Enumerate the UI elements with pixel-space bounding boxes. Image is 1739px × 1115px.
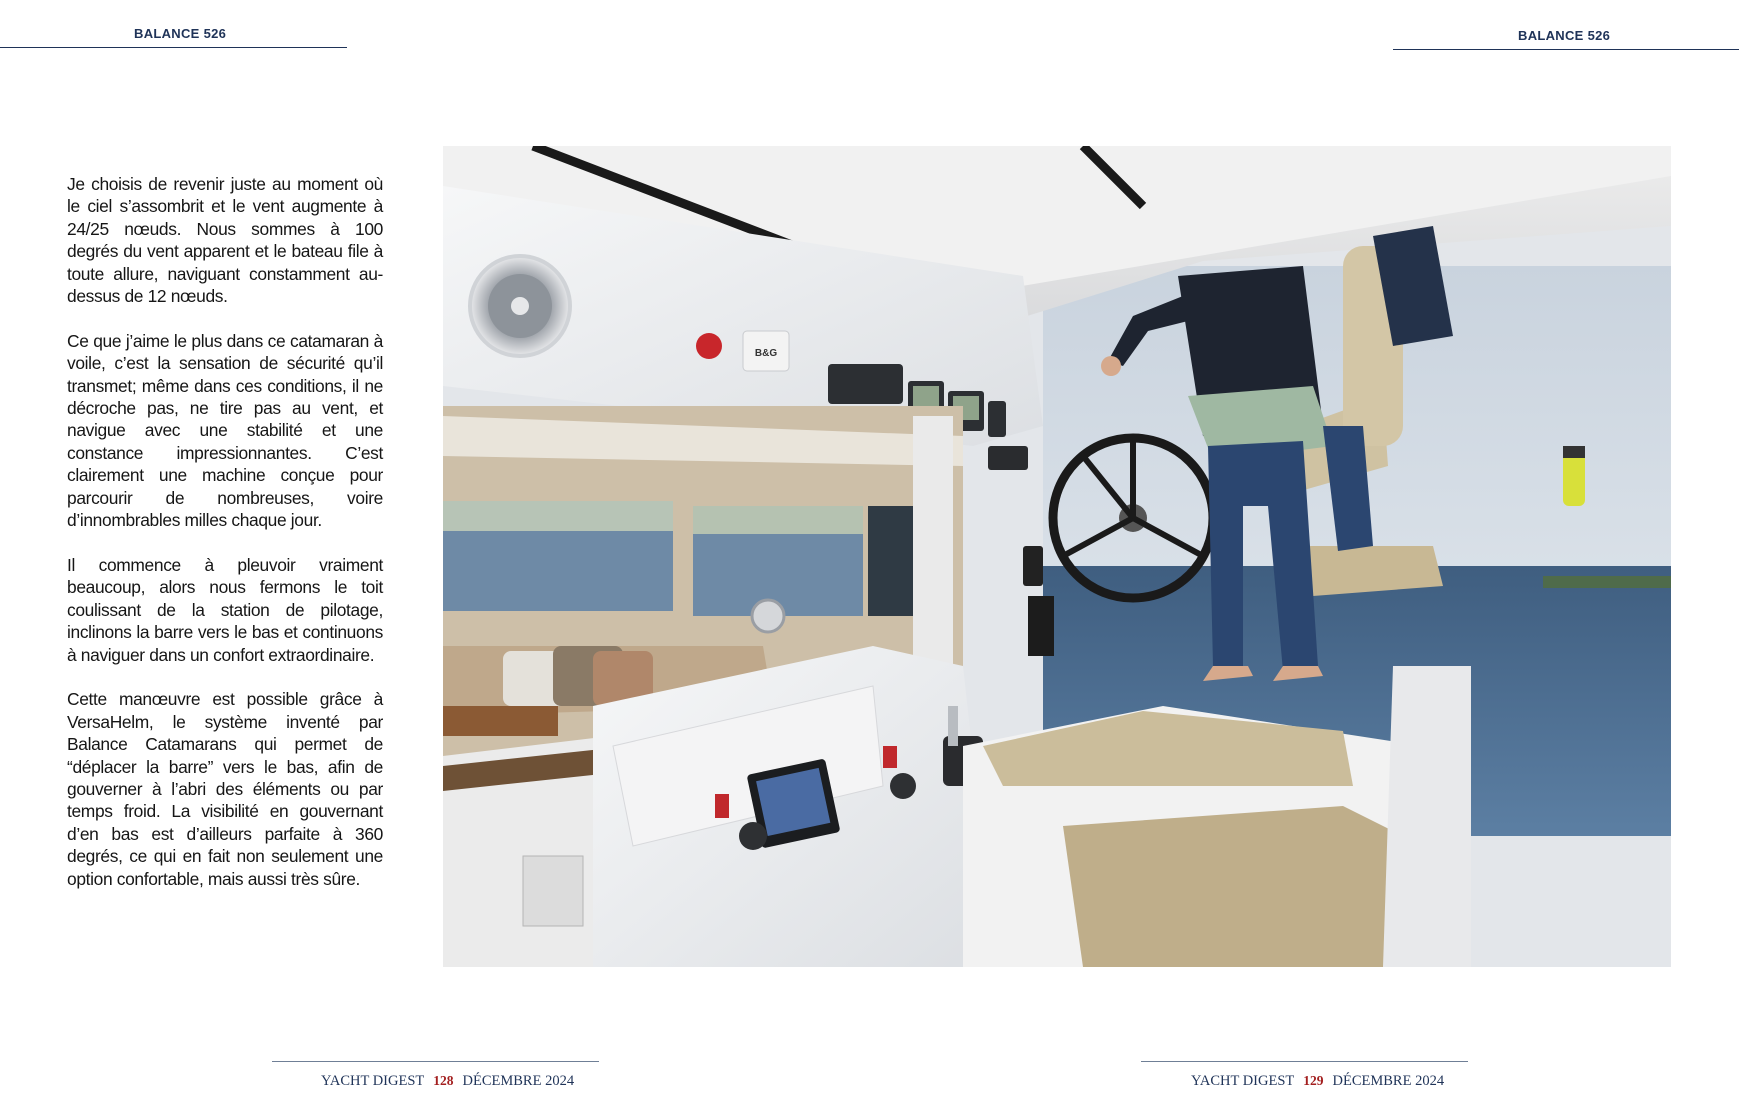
article-paragraph: Je choisis de revenir juste au moment où le ciel s’assombrit et le vent augmente à 24/25 nœuds. Nous sommes à 100 degrés du vent apparent et le bateau file à toute allure, naviguant constamment au-dessus de 12 nœuds. — [67, 174, 383, 307]
header-rule-right — [1393, 49, 1739, 50]
running-header-right: BALANCE 526 — [1518, 28, 1611, 43]
footer-left — [321, 1073, 574, 1090]
helm-station-photo — [443, 146, 1671, 967]
article-paragraph: Il commence à pleuvoir vraiment beaucoup, alors nous fermons le toit coulissant de la station de pilotage, inclinons la barre vers le bas et continuons à naviguer dans un confort extraordinaire. — [67, 554, 383, 665]
page-number: 129 — [1303, 1073, 1324, 1088]
footer-magazine-name: YACHT DIGEST — [321, 1073, 425, 1089]
article-paragraph: Ce que j’aime le plus dans ce catamaran à voile, c’est la sensation de sécurité qu’il transmet; même dans ces conditions, il ne décroche pas, ne tire pas au vent, et navigue avec une stabilité et une constance impressionnantes. C’est clairement une machine conçue pour parcourir de nombreuses, voire d’innombrables milles chaque jour. — [67, 330, 383, 531]
footer-issue: DÉCEMBRE 2024 — [1332, 1073, 1445, 1089]
header-rule-left — [0, 47, 347, 48]
article-body — [67, 173, 383, 912]
footer-issue: DÉCEMBRE 2024 — [462, 1073, 575, 1089]
article-paragraph: Cette manœuvre est possible grâce à VersaHelm, le système inventé par Balance Catamarans qui permet de “déplacer la barre” vers le bas, afin de gouverner à l’abri des éléments ou par temps froid. La visibilité en gouvernant d’en bas est d’ailleurs parfaite à 360 degrés, ce qui en fait non seulement une option confortable, mais aussi très sûre. — [67, 689, 383, 889]
footer-right — [1191, 1073, 1444, 1090]
page-number: 128 — [433, 1073, 454, 1088]
panel-brand-label: B&G — [754, 348, 778, 359]
footer-magazine-name: YACHT DIGEST — [1191, 1073, 1295, 1089]
footer-rule-left — [272, 1061, 599, 1062]
running-header-left: BALANCE 526 — [134, 26, 227, 41]
footer-rule-right — [1141, 1061, 1468, 1062]
